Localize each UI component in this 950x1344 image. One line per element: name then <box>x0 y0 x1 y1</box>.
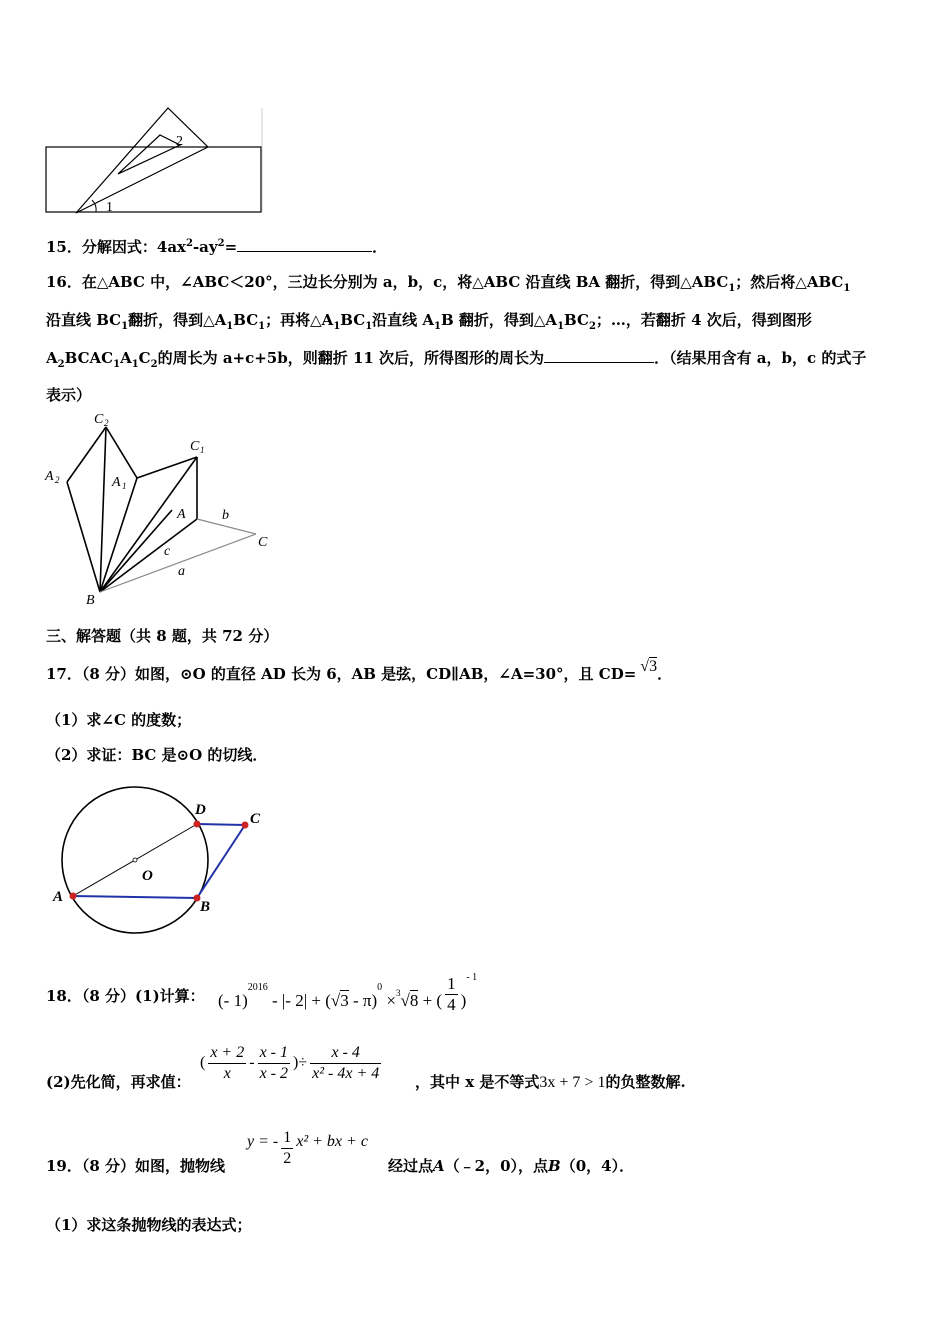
q19-point-b: B <box>548 1157 561 1175</box>
label-A: A <box>177 507 186 522</box>
q16-text: A <box>46 349 58 367</box>
q18-paren-close: ) <box>293 1054 299 1072</box>
q15-mid: -ay <box>192 238 218 256</box>
center-O-dot <box>133 858 137 862</box>
q19-after: 经过点 <box>388 1157 434 1175</box>
question-15 <box>46 236 387 257</box>
q16-line1-end: ；然后将△ABC <box>735 273 844 291</box>
q18-div: ÷ <box>298 1054 308 1072</box>
q18-part2-text: (2)先化简，再求值： <box>46 1073 191 1091</box>
q18-exponent: 0 <box>377 981 383 993</box>
section-3-title <box>46 625 278 646</box>
set-square-outer <box>76 108 208 213</box>
seg-B-A <box>100 519 197 592</box>
q16-text: BC <box>340 311 366 329</box>
q18-cube-root: √8 <box>400 991 419 1011</box>
folding-triangles-figure <box>40 410 280 610</box>
q18-fraction-1 <box>208 1043 246 1084</box>
point-D <box>194 821 201 828</box>
label-C: C <box>258 535 268 550</box>
label-O: O <box>142 868 153 884</box>
q15-eq: = <box>224 238 238 256</box>
label-A: A <box>53 889 64 905</box>
q15-answer-blank[interactable] <box>237 237 372 252</box>
q18-expr-part: + ( <box>418 991 443 1011</box>
q18-inequality: 3x + 7 > 1 <box>539 1074 606 1091</box>
q18-f2-num: x - 1 <box>258 1043 290 1064</box>
q16-text: 沿直线 BC <box>46 311 122 329</box>
q19-frac-den: 2 <box>283 1150 292 1167</box>
seg-B-A-mid <box>100 510 172 592</box>
q16-text: 翻折，得到△A <box>128 311 227 329</box>
q16-sub: 1 <box>121 321 129 332</box>
q16-sub: 1 <box>434 321 441 332</box>
q16-answer-blank[interactable] <box>544 348 654 363</box>
question-17-part2 <box>46 744 267 765</box>
q19-equation <box>247 1128 368 1169</box>
seg-B-A1 <box>100 478 137 592</box>
q18-fraction-3 <box>310 1043 381 1084</box>
q18-cube-index: 3 <box>395 987 401 998</box>
q16-sub: 1 <box>226 321 234 332</box>
question-17 <box>46 658 673 684</box>
q17-part1-text: （1）求∠C 的度数； <box>46 711 192 729</box>
seg-C2-A1 <box>106 427 137 478</box>
q19-point-b-coords: （0，4）． <box>560 1157 635 1175</box>
label-C1-sub: 1 <box>200 445 205 455</box>
q16-text: BCAC <box>64 349 114 367</box>
q16-text: ．（结果用含有 a，b，c 的式子 <box>654 349 867 367</box>
q16-sub: 1 <box>365 321 373 332</box>
seg-B-C <box>100 534 256 592</box>
q18-exponent: - 1 <box>466 971 478 983</box>
angle-label-2: 2 <box>176 134 183 149</box>
label-B: B <box>200 899 211 915</box>
q16-sub: 1 <box>843 283 851 294</box>
label-A1: A <box>112 475 121 490</box>
q15-sup1: 2 <box>185 238 193 249</box>
q15-text: 分解因式：4ax <box>81 238 186 256</box>
q18-f3-den: x² - 4x + 4 <box>312 1065 380 1082</box>
q19-points <box>388 1155 634 1176</box>
q18-paren-open: ( <box>200 1054 206 1072</box>
q17-end: ． <box>657 665 673 683</box>
q19-frac-num: 1 <box>281 1128 293 1149</box>
label-b: b <box>222 508 229 523</box>
q15-end: ． <box>372 238 388 256</box>
q16-text: BC <box>233 311 259 329</box>
label-B: B <box>86 593 95 608</box>
q19-text: 19．（8 分）如图，抛物线 <box>46 1157 226 1175</box>
q18-frac-num: 1 <box>447 974 456 993</box>
seg-B-C2 <box>100 427 106 592</box>
q19-point-a: A <box>433 1157 445 1175</box>
label-A2-sub: 2 <box>55 475 60 485</box>
question-19-part1 <box>46 1214 251 1235</box>
q19-point-a-coords: （﹣2，0），点 <box>444 1157 549 1175</box>
label-a: a <box>178 564 185 579</box>
q16-sub: 2 <box>57 359 65 370</box>
q18-cond-text: 的负整数解. <box>605 1073 686 1091</box>
q16-sub: 2 <box>588 321 596 332</box>
question-17-part1 <box>46 709 191 730</box>
q16-text: 沿直线 A <box>372 311 435 329</box>
question-18 <box>46 985 205 1006</box>
label-A1-sub: 1 <box>122 481 127 491</box>
q16-sub: 1 <box>258 321 266 332</box>
seg-A1-C1 <box>137 457 197 478</box>
q17-sqrt-value: 3 <box>649 658 658 675</box>
label-D: D <box>195 802 206 818</box>
q18-cube-value: 8 <box>409 991 419 1011</box>
q18-text: 18．（8 分）(1)计算： <box>46 987 205 1005</box>
q19-rest: x² + bx + c <box>296 1133 368 1151</box>
q18-sqrt3: √3 <box>330 991 349 1011</box>
question-16-line4 <box>46 384 91 405</box>
question-16-line2 <box>46 309 812 332</box>
label-C1: C <box>190 439 200 454</box>
angle-label-1: 1 <box>106 200 113 215</box>
q17-text: 17．（8 分）如图，⊙O 的直径 AD 长为 6，AB 是弦，CD∥AB，∠A=30°，且 CD= <box>46 665 637 683</box>
q18-frac-den: 4 <box>447 995 456 1014</box>
q18-expr-part: - π) <box>348 991 378 1011</box>
q18-expr-part: (- 1) <box>218 991 248 1011</box>
label-C: C <box>250 811 261 827</box>
q18-f1-num: x + 2 <box>208 1043 246 1064</box>
point-C <box>242 822 249 829</box>
question-18-part2 <box>46 1071 191 1092</box>
q18-expr-part: - |- 2| + ( <box>267 991 331 1011</box>
q16-text: ；再将△A <box>265 311 334 329</box>
q18-condition <box>415 1071 686 1092</box>
ruler-triangle-figure <box>40 100 270 220</box>
q18-f2-den: x - 2 <box>259 1065 288 1082</box>
q15-number: 15． <box>46 238 82 256</box>
q18-fraction-2 <box>258 1043 290 1084</box>
q18-f1-den: x <box>223 1065 231 1082</box>
q18-expression <box>218 964 478 1014</box>
q18-expr-part: × <box>382 991 396 1011</box>
question-19 <box>46 1155 225 1176</box>
angle-arc-1 <box>92 200 96 212</box>
label-C2-sub: 2 <box>104 418 109 428</box>
question-16-line3 <box>46 347 866 370</box>
label-c: c <box>164 544 171 559</box>
q16-sub: 1 <box>113 359 121 370</box>
q16-text: A <box>120 349 132 367</box>
seg-A2-C2 <box>67 427 106 482</box>
point-A <box>70 893 77 900</box>
q18-part2-expression <box>200 1043 384 1084</box>
q16-sub: 1 <box>557 321 565 332</box>
q18-sqrt3-value: 3 <box>340 991 349 1011</box>
section-3-title-text: 三、解答题（共 8 题，共 72 分） <box>46 627 279 645</box>
q16-sub: 1 <box>333 321 341 332</box>
q15-sup2: 2 <box>217 238 225 249</box>
q16-sub: 1 <box>728 283 736 294</box>
seg-B-A2 <box>67 482 100 592</box>
label-C2: C <box>94 412 104 427</box>
q19-part1-text: （1）求这条抛物线的表达式； <box>46 1216 252 1234</box>
q18-minus: - <box>249 1054 255 1072</box>
q18-cond-text: ，其中 x 是不等式 <box>415 1073 540 1091</box>
chord-AB <box>73 896 197 898</box>
label-A2: A <box>45 469 54 484</box>
q19-fraction <box>281 1128 293 1169</box>
q16-sub: 2 <box>150 359 158 370</box>
q18-f3-num: x - 4 <box>310 1043 381 1064</box>
q19-y: y = - <box>247 1133 279 1151</box>
circle-figure <box>45 785 275 935</box>
q16-text: ；…，若翻折 4 次后，得到图形 <box>595 311 812 329</box>
question-16-line1 <box>46 271 850 294</box>
segment-DC <box>197 824 245 825</box>
q16-text: 表示） <box>46 386 92 404</box>
q18-fraction <box>445 974 458 1015</box>
q16-text: 的周长为 a+c+5b，则翻折 11 次后，所得图形的周长为 <box>157 349 545 367</box>
q18-exponent: 2016 <box>247 981 268 993</box>
q17-part2-text: （2）求证：BC 是⊙O 的切线． <box>46 746 268 764</box>
q16-text: B 翻折，得到△A <box>441 311 558 329</box>
q16-text: C <box>138 349 151 367</box>
q18-expr-part: ) <box>460 991 467 1011</box>
q17-sqrt: √3 <box>640 658 658 675</box>
q16-sub: 1 <box>131 359 139 370</box>
q16-line1-text: 16．在△ABC 中，∠ABC＜20°，三边长分别为 a，b，c，将△ABC 沿直线 BA 翻折，得到△ABC <box>46 273 729 291</box>
q16-text: BC <box>564 311 589 329</box>
